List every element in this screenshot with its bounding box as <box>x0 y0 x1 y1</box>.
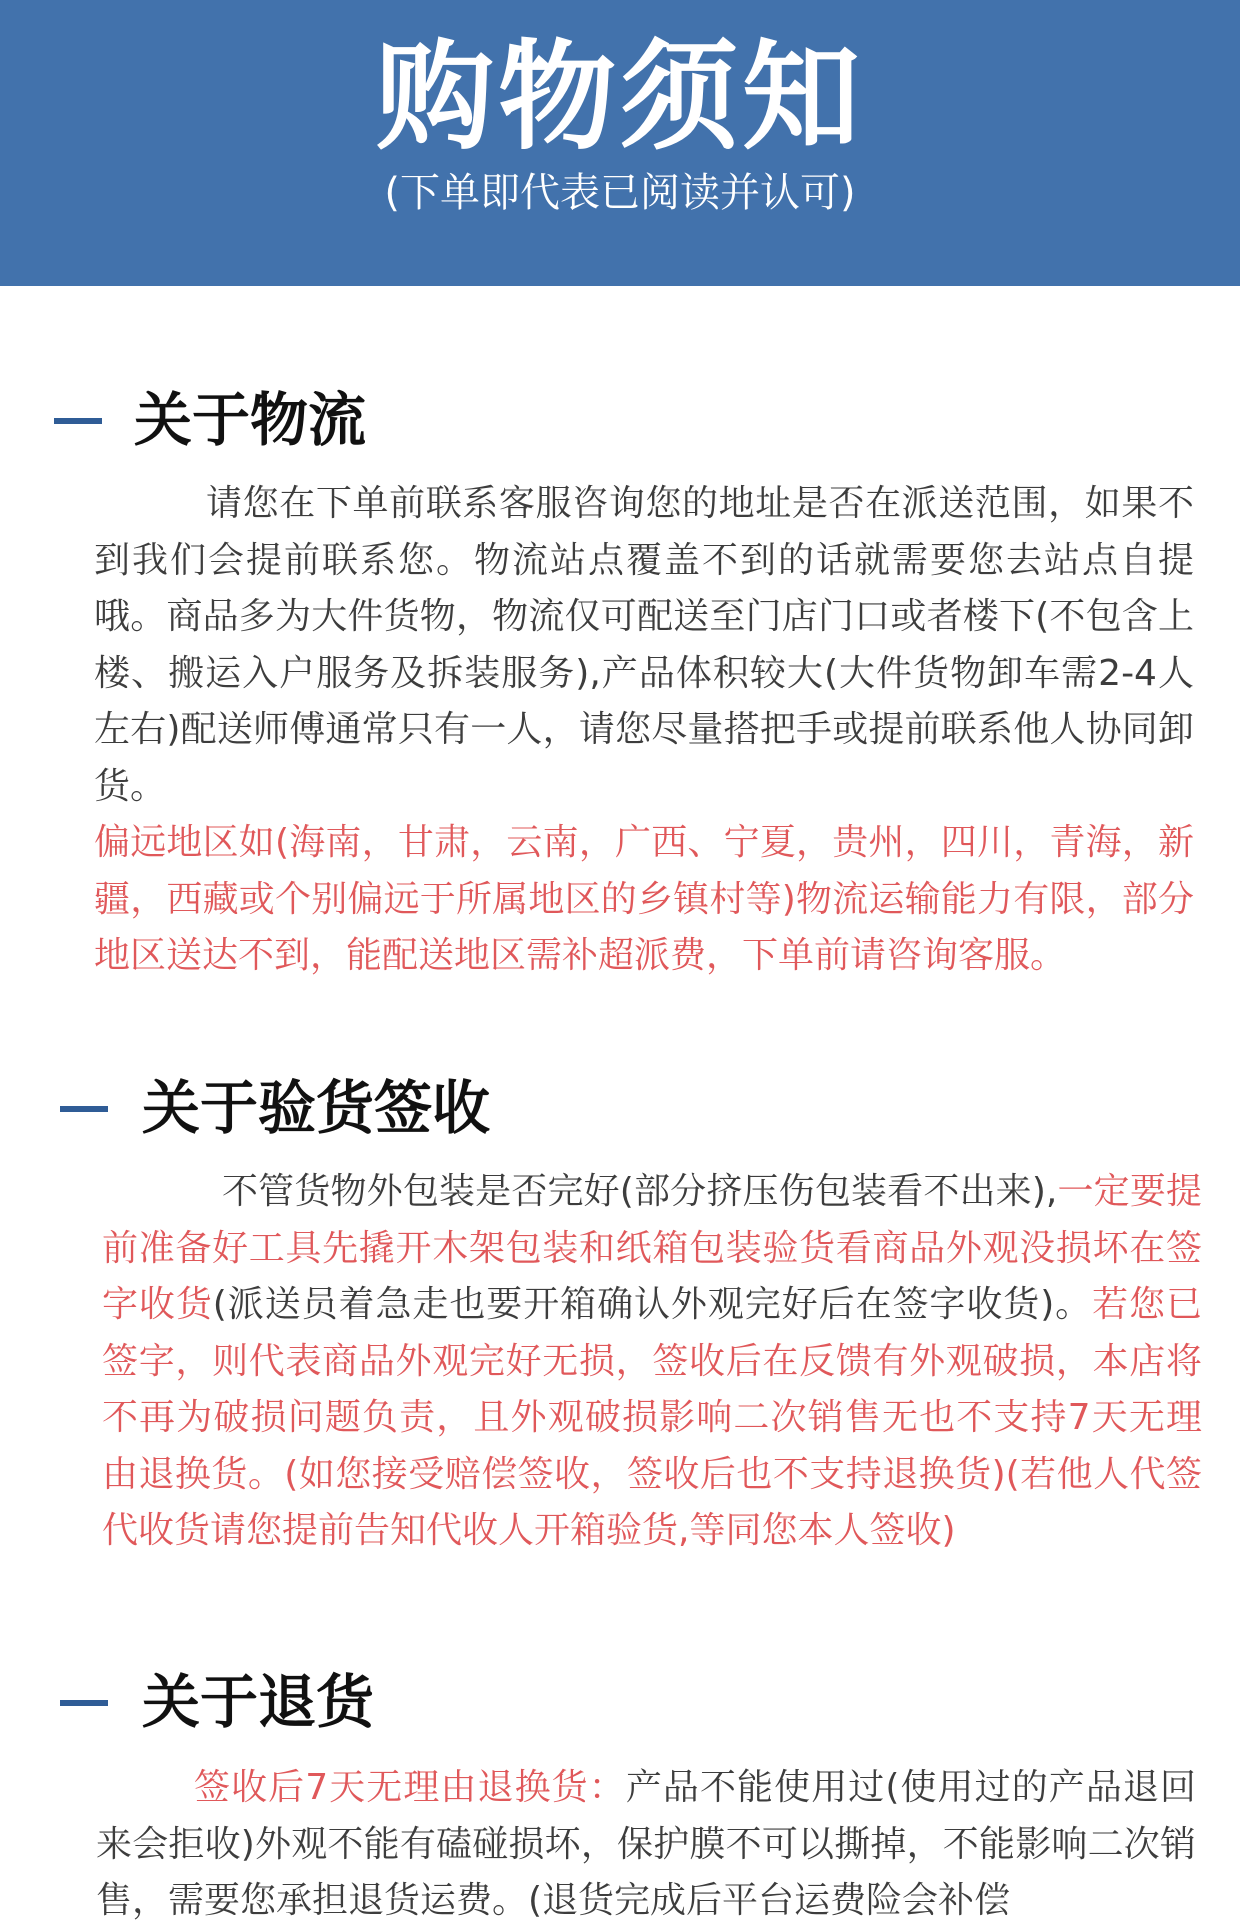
page-subtitle: (下单即代表已阅读并认可) <box>384 170 856 216</box>
header-banner <box>0 0 1240 286</box>
page-title: 购物须知 <box>375 28 864 166</box>
inspection-paragraph <box>102 1164 1202 1560</box>
section-title-inspection: 关于验货签收 <box>142 1074 491 1142</box>
section-title-returns: 关于退货 <box>142 1668 375 1736</box>
returns-policy-text: 产品不能使用过(使用过的产品退回来会拒收)外观不能有磕碰损坏，保护膜不可以撕掉，不能影响二次销售，需要您承担退货运费。(退货完成后平台运费险会补偿 <box>96 1767 1197 1921</box>
inspection-text-2: (派送员着急走也要开箱确认外观完好后在签字收货)。 <box>212 1284 1093 1325</box>
section-heading-returns <box>0 1662 1240 1742</box>
logistics-paragraph: 请您在下单前联系客服咨询您的地址是否在派送范围，如果不到我们会提前联系您。物流站点覆盖不到的话就需要您去站点自提哦。商品多为大件货物，物流仅可配送至门店门口或者楼下(不包含上楼、搬运入户服务及拆装服务),产品体积较大(大件货物卸车需2-4人左右)配送师傅通常只有一人，请您尽量搭把手或提前联系他人协同卸货。 <box>94 483 1194 807</box>
inspection-warning-1: 一定要提前准备好工具先撬开木架包装和纸箱包装验货看商品外观没损坏在签字收货 <box>102 1171 1202 1325</box>
returns-policy-highlight: 签收后7天无理由退换货： <box>194 1767 626 1808</box>
section-title-logistics: 关于物流 <box>134 386 367 454</box>
returns-paragraph <box>96 1760 1196 1930</box>
section-heading-inspection <box>0 1068 1240 1148</box>
section-dash-icon <box>54 418 102 424</box>
section-dash-icon <box>60 1700 108 1706</box>
inspection-text-1: 不管货物外包装是否完好(部分挤压伤包装看不出来), <box>222 1171 1058 1212</box>
inspection-warning-2: 若您已签字，则代表商品外观完好无损，签收后在反馈有外观破损，本店将不再为破损问题负责，且外观破损影响二次销售无也不支持7天无理由退换货。(如您接受赔偿签收，签收后也不支持退换货)(若他人代签代收货请您提前告知代收人开箱验货,等同您本人签收) <box>102 1284 1202 1551</box>
logistics-remote-notice: 偏远地区如(海南，甘肃，云南，广西、宁夏，贵州，四川，青海，新疆，西藏或个别偏远于所属地区的乡镇村等)物流运输能力有限，部分地区送达不到，能配送地区需补超派费，下单前请咨询客服。 <box>94 822 1194 976</box>
section-dash-icon <box>60 1106 108 1112</box>
section-heading-logistics <box>0 380 1240 460</box>
